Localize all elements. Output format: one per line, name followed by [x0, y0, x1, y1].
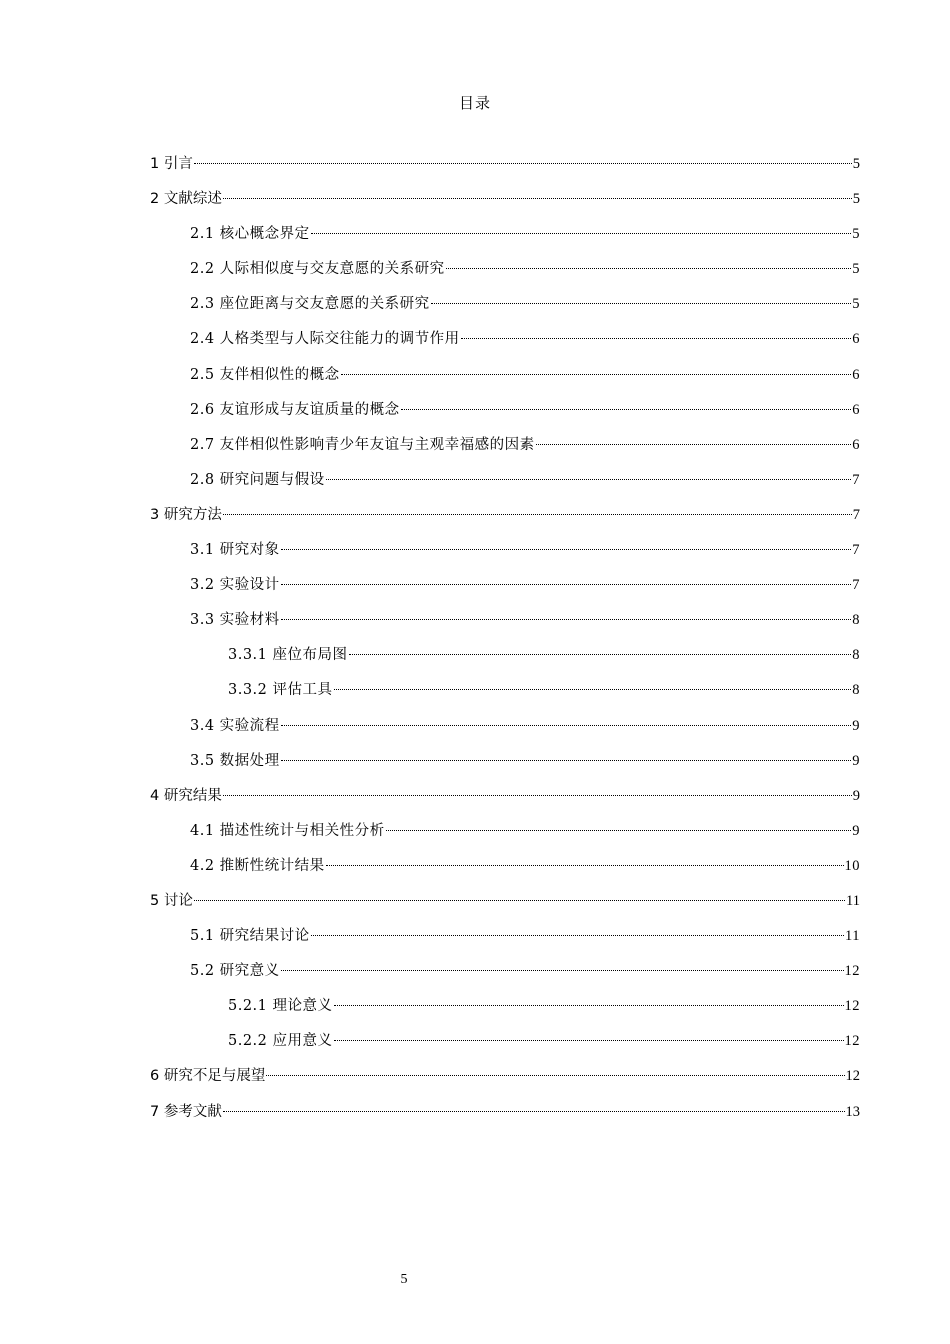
- toc-entry[interactable]: [150, 854, 860, 889]
- toc-entry-page: 7: [852, 577, 860, 594]
- toc-entry-text: 4.1 描述性统计与相关性分析: [190, 822, 385, 839]
- toc-dot-leader: [281, 619, 852, 620]
- toc-dot-leader: [341, 374, 852, 375]
- toc-entry-text: 1 引言: [150, 156, 193, 172]
- toc-entry-page: 7: [852, 506, 860, 523]
- toc-entry[interactable]: [150, 889, 860, 924]
- toc-dot-leader: [311, 233, 852, 234]
- toc-dot-leader: [401, 409, 852, 410]
- toc-entry-page: 12: [844, 1033, 860, 1050]
- toc-entry-page: 6: [852, 366, 860, 383]
- toc-entry-text: 3.2 实验设计: [190, 577, 280, 594]
- toc-entry-page: 5: [852, 261, 860, 278]
- toc-entry-text: 3.3.2 评估工具: [228, 682, 333, 699]
- toc-dot-leader: [334, 689, 852, 690]
- toc-entry-text: 3.5 数据处理: [190, 752, 280, 769]
- table-of-contents: [150, 152, 860, 1135]
- toc-entry-page: 5: [852, 296, 860, 313]
- toc-entry[interactable]: [150, 714, 860, 749]
- toc-entry-page: 8: [852, 647, 860, 664]
- toc-entry-page: 6: [852, 436, 860, 453]
- toc-entry[interactable]: [150, 187, 860, 222]
- toc-dot-leader: [281, 760, 852, 761]
- toc-entry-text: 2.7 友伴相似性影响青少年友谊与主观幸福感的因素: [190, 436, 535, 453]
- toc-entry[interactable]: [150, 468, 860, 503]
- toc-dot-leader: [334, 1040, 844, 1041]
- toc-entry-page: 9: [852, 787, 860, 804]
- toc-entry[interactable]: [150, 608, 860, 643]
- toc-dot-leader: [194, 900, 845, 901]
- toc-entry-page: 6: [852, 401, 860, 418]
- toc-entry-text: 6 研究不足与展望: [150, 1068, 266, 1085]
- toc-entry[interactable]: [150, 924, 860, 959]
- toc-entry-page: 11: [846, 892, 860, 909]
- toc-dot-leader: [386, 830, 852, 831]
- toc-entry-text: 3.3 实验材料: [190, 612, 280, 629]
- toc-dot-leader: [223, 198, 852, 199]
- toc-entry[interactable]: [150, 959, 860, 994]
- page-number: 5: [400, 1272, 408, 1287]
- toc-entry-page: 9: [852, 822, 860, 839]
- toc-dot-leader: [281, 584, 852, 585]
- toc-entry[interactable]: [150, 994, 860, 1029]
- toc-entry-text: 3.4 实验流程: [190, 717, 280, 734]
- toc-dot-leader: [431, 303, 852, 304]
- toc-entry-page: 5: [852, 191, 860, 208]
- toc-entry[interactable]: [150, 784, 860, 819]
- toc-entry-page: 7: [852, 542, 860, 559]
- toc-entry-page: 12: [845, 1068, 860, 1085]
- toc-entry-text: 2.1 核心概念界定: [190, 226, 310, 243]
- toc-entry-text: 4 研究结果: [150, 787, 222, 804]
- toc-dot-leader: [326, 479, 852, 480]
- toc-entry-text: 7 参考文献: [150, 1103, 222, 1120]
- toc-entry-page: 6: [852, 331, 860, 348]
- toc-dot-leader: [281, 970, 844, 971]
- toc-entry-text: 2.2 人际相似度与交友意愿的关系研究: [190, 261, 445, 278]
- toc-entry[interactable]: [150, 257, 860, 292]
- toc-dot-leader: [223, 1111, 845, 1112]
- toc-entry-page: 8: [852, 682, 860, 699]
- toc-dot-leader: [281, 725, 852, 726]
- toc-entry-text: 3.3.1 座位布局图: [228, 647, 348, 664]
- toc-dot-leader: [194, 163, 852, 164]
- toc-entry-text: 5.1 研究结果讨论: [190, 928, 310, 945]
- toc-entry-page: 5: [852, 156, 860, 172]
- toc-entry-page: 10: [844, 857, 860, 874]
- toc-entry[interactable]: [150, 292, 860, 327]
- toc-entry[interactable]: [150, 1064, 860, 1099]
- toc-entry-page: 5: [852, 226, 860, 243]
- toc-dot-leader: [349, 654, 852, 655]
- toc-dot-leader: [461, 338, 852, 339]
- toc-entry-page: 12: [844, 963, 860, 980]
- toc-entry-text: 2.4 人格类型与人际交往能力的调节作用: [190, 331, 460, 348]
- toc-entry-text: 5.2.2 应用意义: [228, 1033, 333, 1050]
- toc-entry[interactable]: [150, 1100, 860, 1135]
- toc-entry-text: 5.2.1 理论意义: [228, 998, 333, 1015]
- toc-dot-leader: [446, 268, 852, 269]
- toc-entry[interactable]: [150, 503, 860, 538]
- toc-entry-text: 2 文献综述: [150, 191, 222, 208]
- toc-dot-leader: [281, 549, 852, 550]
- toc-dot-leader: [223, 514, 852, 515]
- toc-entry[interactable]: [150, 398, 860, 433]
- toc-entry[interactable]: [150, 433, 860, 468]
- toc-entry[interactable]: [150, 819, 860, 854]
- toc-entry[interactable]: [150, 678, 860, 713]
- toc-entry-text: 4.2 推断性统计结果: [190, 857, 325, 874]
- toc-entry[interactable]: [150, 363, 860, 398]
- toc-entry-page: 8: [852, 612, 860, 629]
- toc-entry-text: 2.5 友伴相似性的概念: [190, 366, 340, 383]
- toc-entry-page: 13: [845, 1103, 860, 1120]
- toc-entry-text: 2.8 研究问题与假设: [190, 471, 325, 488]
- toc-dot-leader: [334, 1005, 844, 1006]
- toc-entry[interactable]: [150, 643, 860, 678]
- toc-entry[interactable]: [150, 1029, 860, 1064]
- toc-entry[interactable]: [150, 152, 860, 187]
- toc-entry-text: 5 讨论: [150, 892, 193, 909]
- toc-entry-page: 9: [852, 752, 860, 769]
- toc-entry-text: 2.3 座位距离与交友意愿的关系研究: [190, 296, 430, 313]
- toc-dot-leader: [223, 795, 852, 796]
- toc-dot-leader: [536, 444, 852, 445]
- toc-entry[interactable]: [150, 749, 860, 784]
- toc-dot-leader: [311, 935, 844, 936]
- toc-entry[interactable]: [150, 327, 860, 362]
- toc-entry[interactable]: [150, 573, 860, 608]
- toc-entry-page: 7: [852, 471, 860, 488]
- toc-entry-page: 9: [852, 717, 860, 734]
- toc-title: 目录: [458, 94, 491, 112]
- toc-entry[interactable]: [150, 538, 860, 573]
- toc-entry-page: 12: [844, 998, 860, 1015]
- toc-entry[interactable]: [150, 222, 860, 257]
- toc-dot-leader: [266, 1075, 844, 1076]
- toc-entry-page: 11: [845, 928, 860, 945]
- toc-entry-text: 3.1 研究对象: [190, 542, 280, 559]
- toc-dot-leader: [326, 865, 844, 866]
- toc-entry-text: 5.2 研究意义: [190, 963, 280, 980]
- toc-entry-text: 3 研究方法: [150, 506, 222, 523]
- toc-entry-text: 2.6 友谊形成与友谊质量的概念: [190, 401, 400, 418]
